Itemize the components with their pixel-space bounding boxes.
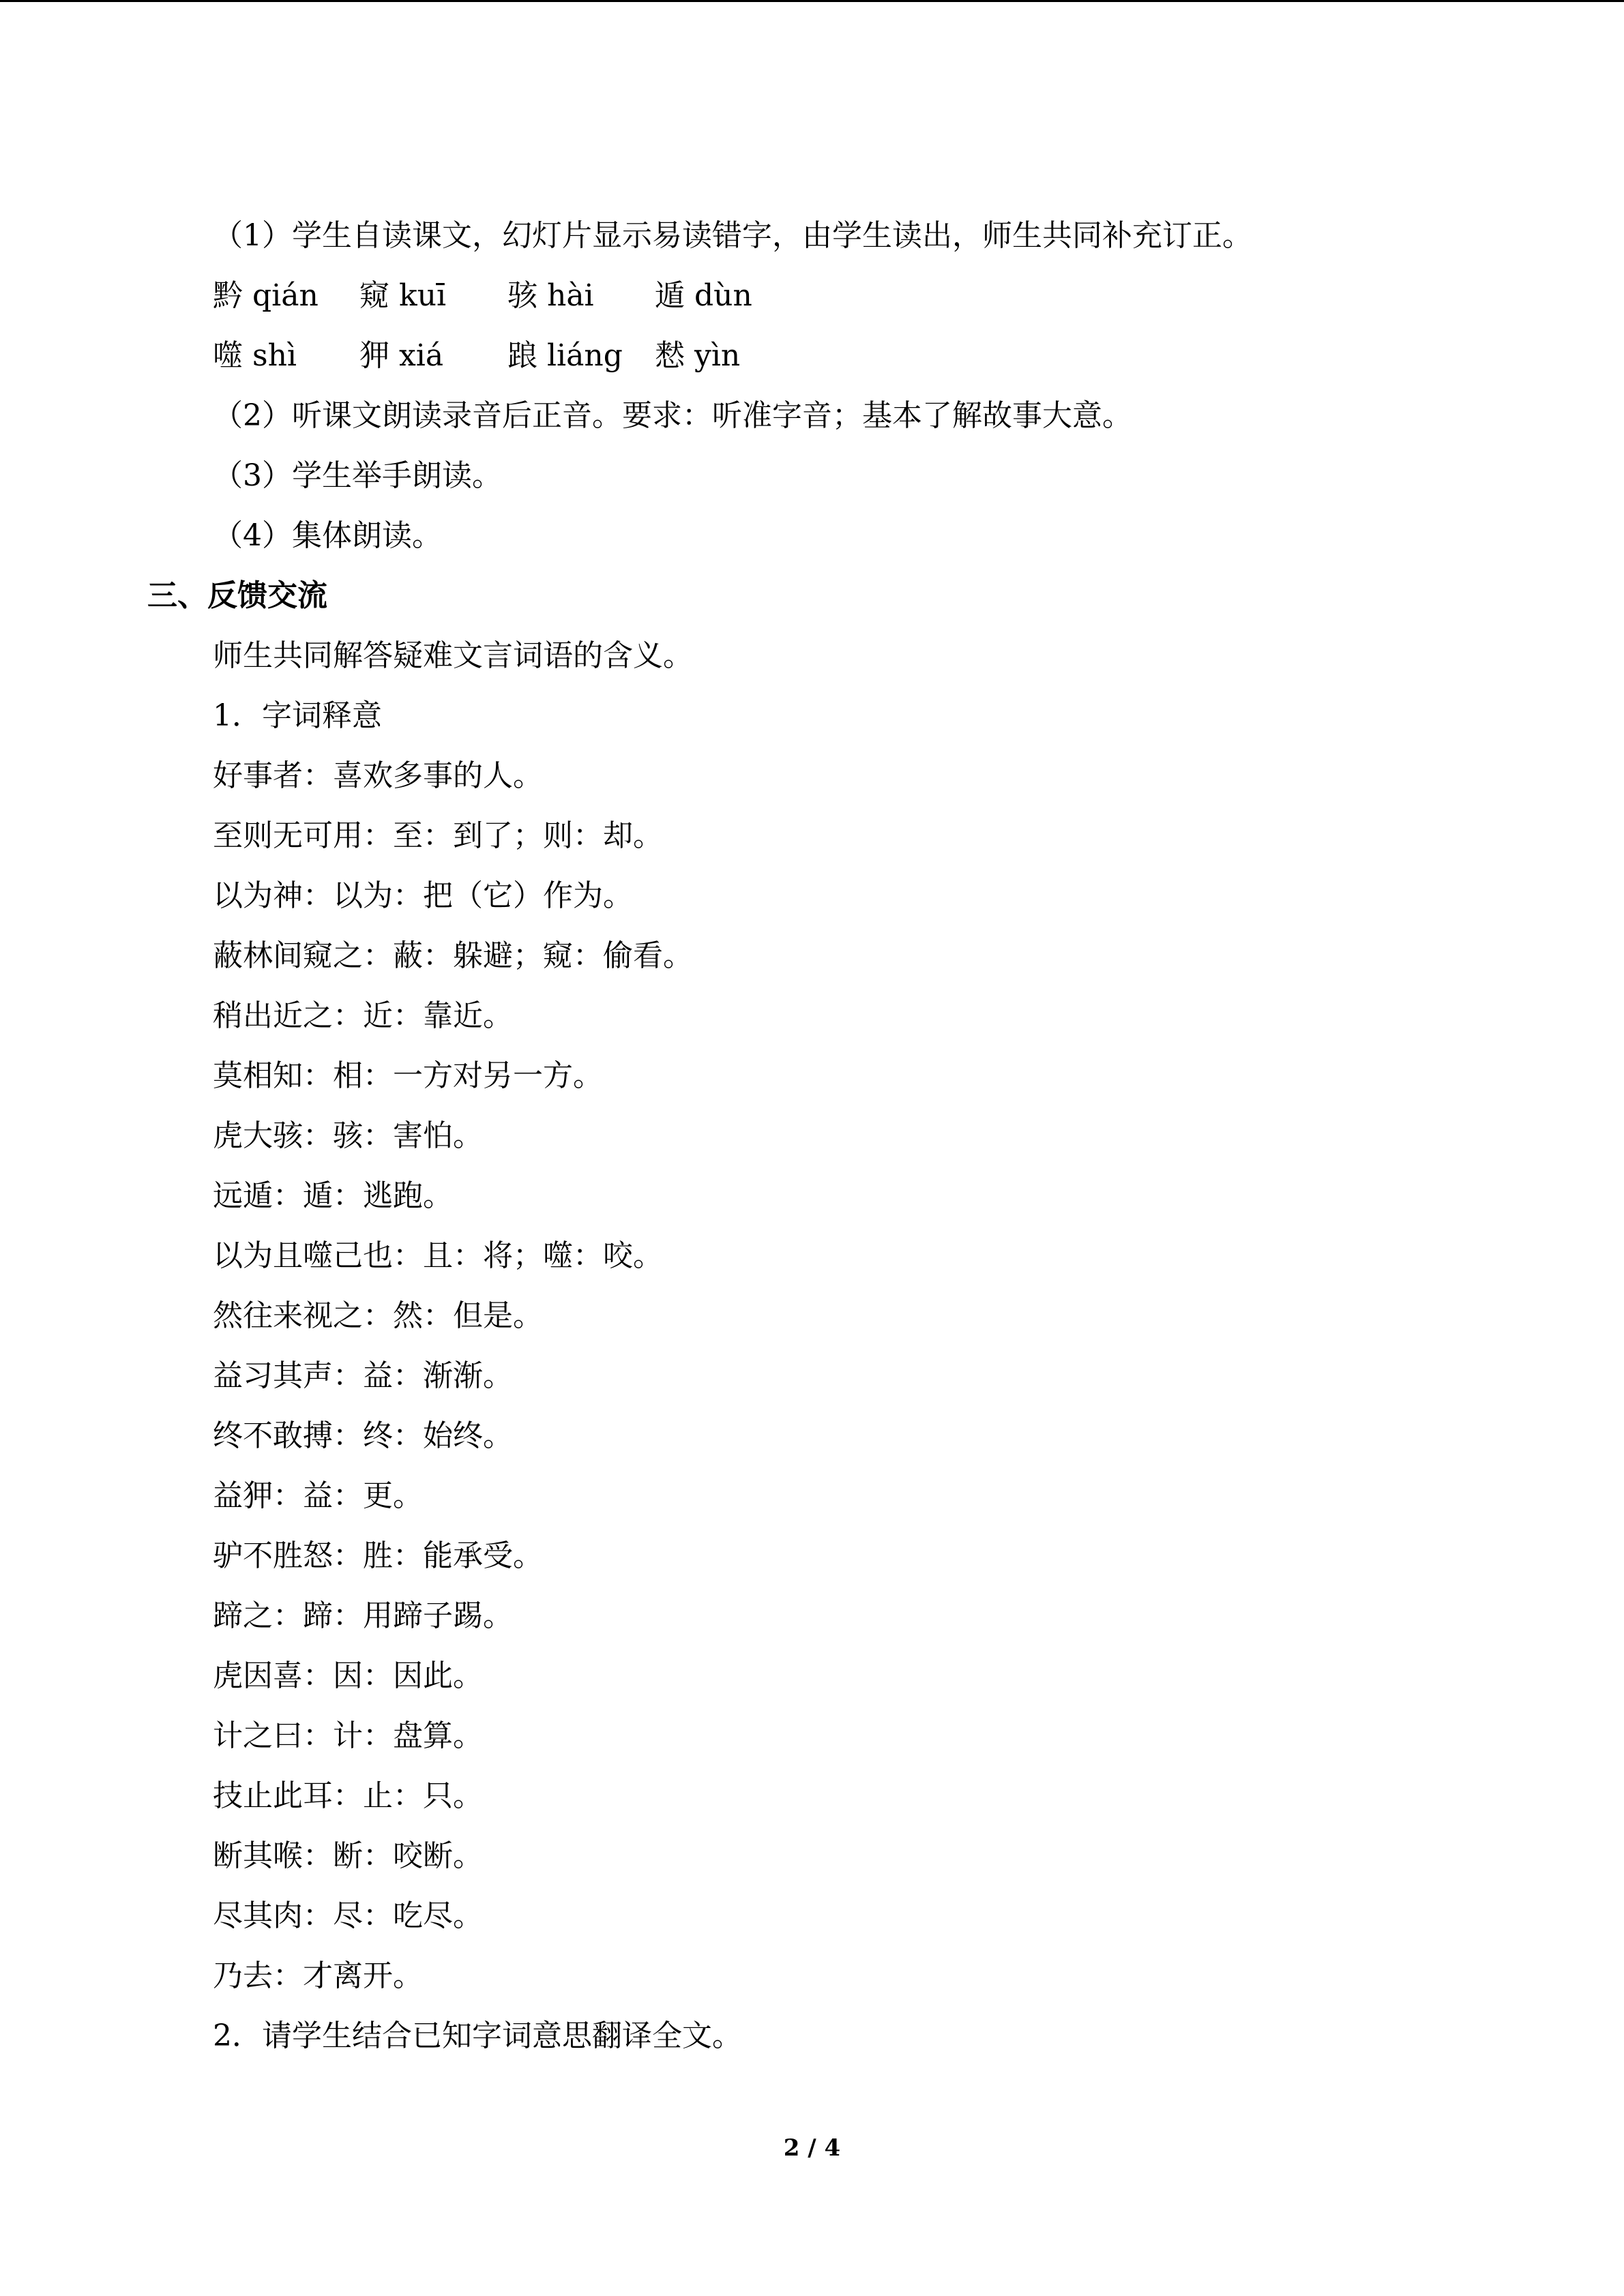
definition-item: 乃去：才离开。 — [213, 1958, 423, 1993]
pinyin-item: 黔 qián — [213, 278, 319, 313]
step-3-text: （3）学生举手朗读。 — [213, 458, 502, 493]
definition-item: 计之曰：计：盘算。 — [213, 1718, 483, 1753]
section-heading: 三、反馈交流 — [147, 578, 327, 613]
definition-item: 以为且噬己也：且：将；噬：咬。 — [213, 1238, 663, 1273]
pinyin-item: 慭 yìn — [655, 338, 741, 373]
definition-item: 蔽林间窥之：蔽：躲避；窥：偷看。 — [213, 938, 693, 973]
definition-item: 稍出近之：近：靠近。 — [213, 998, 513, 1033]
definition-item: 断其喉：断：咬断。 — [213, 1838, 483, 1873]
definition-item: 莫相知：相：一方对另一方。 — [213, 1058, 603, 1093]
pinyin-item: 噬 shì — [213, 338, 297, 373]
definition-item: 终不敢搏：终：始终。 — [213, 1418, 513, 1453]
intro-text: 师生共同解答疑难文言词语的含义。 — [213, 638, 693, 673]
step-4-text: （4）集体朗读。 — [213, 518, 442, 553]
definition-item: 虎因喜：因：因此。 — [213, 1658, 483, 1693]
step-2-text: （2）听课文朗读录音后正音。要求：听准字音；基本了解故事大意。 — [213, 398, 1132, 433]
definition-item: 好事者：喜欢多事的人。 — [213, 758, 543, 793]
definition-item: 至则无可用：至：到了；则：却。 — [213, 818, 663, 853]
pinyin-item: 骇 hài — [507, 278, 594, 313]
definition-item: 技止此耳：止：只。 — [213, 1778, 483, 1813]
step-1-text: （1）学生自读课文，幻灯片显示易读错字，由学生读出，师生共同补充订正。 — [213, 218, 1252, 253]
definition-item: 益狎：益：更。 — [213, 1478, 423, 1513]
subsection-2-title: 2．请学生结合已知字词意思翻译全文。 — [213, 2018, 742, 2053]
page-number: 2 / 4 — [783, 2134, 841, 2162]
definition-item: 以为神：以为：把（它）作为。 — [213, 878, 633, 913]
pinyin-item: 窥 kuī — [359, 278, 447, 313]
pinyin-item: 狎 xiá — [359, 338, 444, 373]
definition-item: 虎大骇：骇：害怕。 — [213, 1118, 483, 1153]
definition-item: 远遁：遁：逃跑。 — [213, 1178, 453, 1213]
definition-item: 尽其肉：尽：吃尽。 — [213, 1898, 483, 1933]
pinyin-item: 遁 dùn — [655, 278, 752, 313]
definition-item: 益习其声：益：渐渐。 — [213, 1358, 513, 1393]
pinyin-item: 踉 liáng — [507, 338, 623, 373]
definition-item: 驴不胜怒：胜：能承受。 — [213, 1538, 543, 1573]
subsection-1-title: 1．字词释意 — [213, 698, 382, 733]
definition-item: 蹄之：蹄：用蹄子踢。 — [213, 1598, 513, 1633]
definition-item: 然往来视之：然：但是。 — [213, 1298, 543, 1333]
